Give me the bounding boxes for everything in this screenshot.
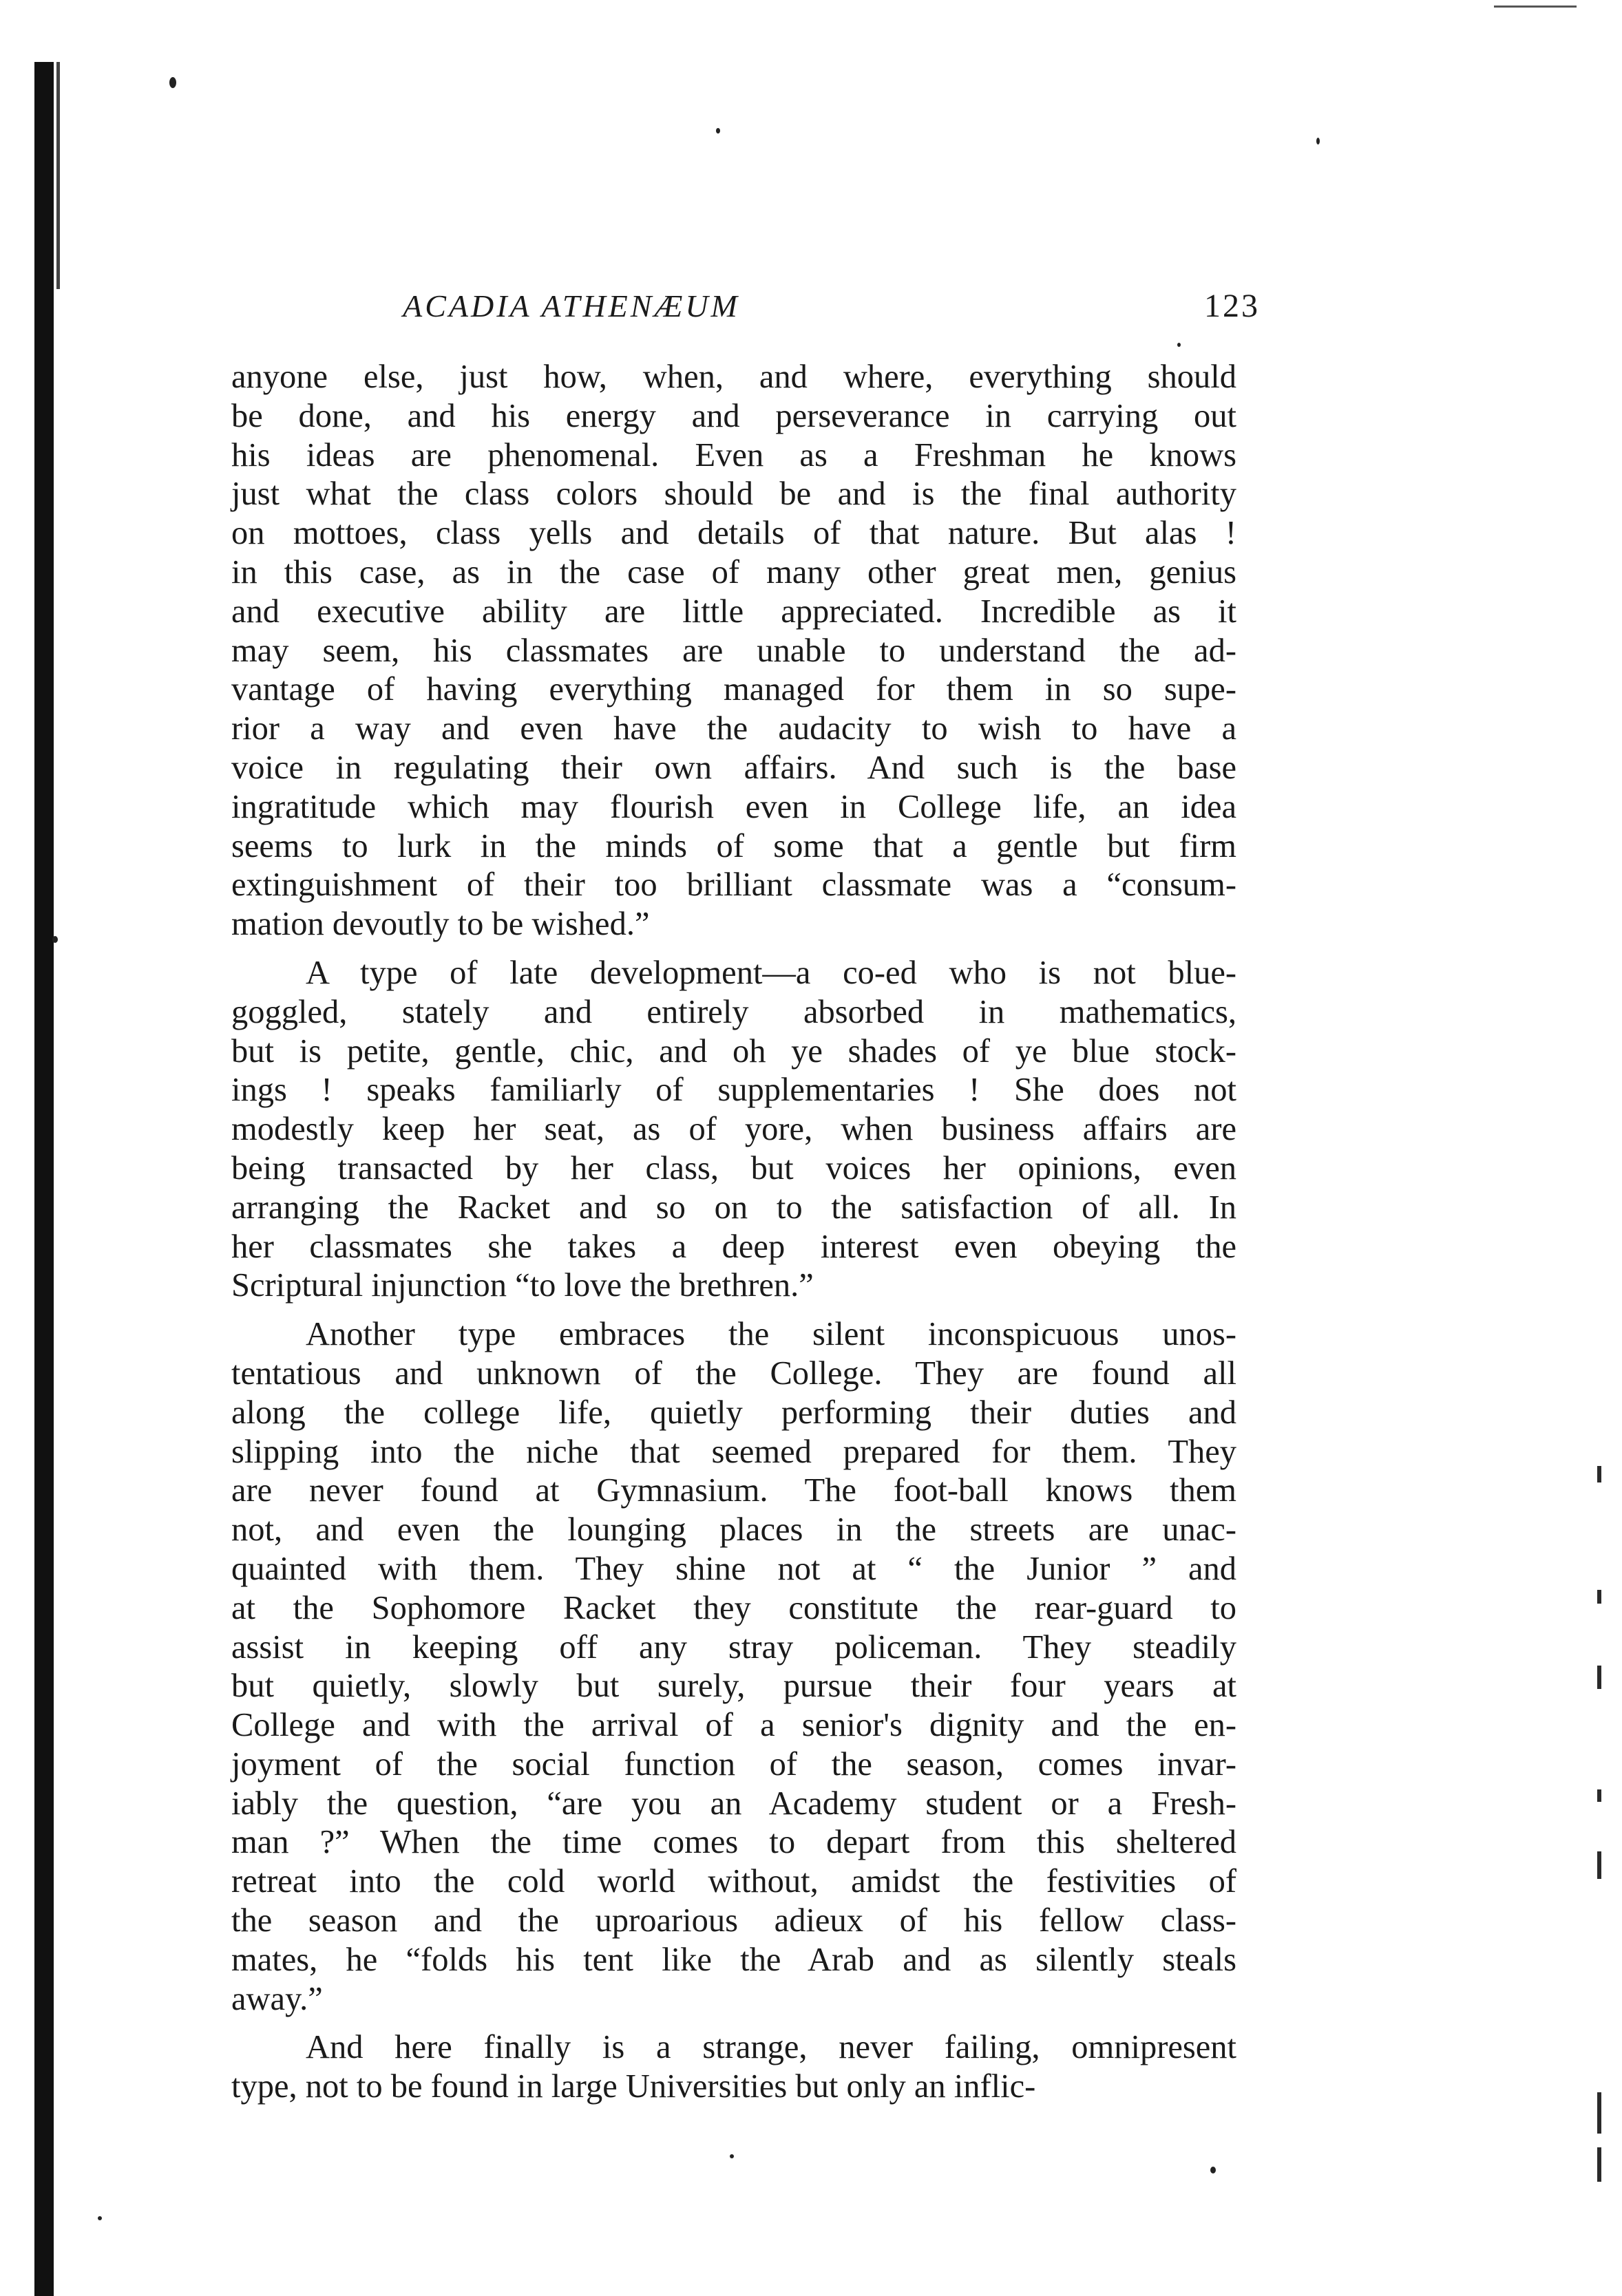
- text-line: her classmates she takes a deep interest even obeying the: [231, 1228, 1236, 1265]
- text-line: anyone else, just how, when, and where, everything should: [231, 359, 1236, 395]
- scan-edge-mark: [1597, 1466, 1601, 1482]
- text-line: his ideas are phenomenal. Even as a Freshman he knows: [231, 436, 1236, 474]
- binding-edge: [34, 62, 54, 2296]
- text-line: rior a way and even have the audacity to wish to have a: [231, 710, 1236, 747]
- scan-speck: [1210, 2167, 1216, 2173]
- text-line: modestly keep her seat, as of yore, when business affairs are: [231, 1111, 1236, 1148]
- text-line: just what the class colors should be and is the final authority: [231, 476, 1236, 513]
- paragraph: [231, 954, 1236, 1306]
- scan-speck: [1177, 343, 1181, 347]
- body-text: [231, 358, 1236, 2107]
- text-line: ings ! speaks familiarly of supplementaries ! She does not: [231, 1072, 1236, 1109]
- text-line: in this case, as in the case of many other great men, genius: [231, 553, 1236, 591]
- text-line: are never found at Gymnasium. The foot-ball knows them: [231, 1472, 1236, 1509]
- text-line: Another type embraces the silent inconspicuous unos-: [306, 1316, 1236, 1353]
- running-head: [227, 282, 1260, 330]
- scan-speck: [169, 77, 176, 88]
- paragraph: [231, 358, 1236, 944]
- text-line: assist in keeping off any stray policeman. They steadily: [231, 1628, 1236, 1666]
- text-line: And here finally is a strange, never failing, omnipresent: [306, 2029, 1236, 2066]
- scan-speck: [98, 2216, 102, 2220]
- page-number: 123: [1204, 288, 1260, 324]
- scan-speck: [730, 2154, 734, 2158]
- scan-edge-mark: [1597, 2147, 1601, 2182]
- text-line: voice in regulating their own affairs. And such is the base: [231, 749, 1236, 786]
- text-line: but quietly, slowly but surely, pursue their four years at: [231, 1668, 1236, 1705]
- scan-speck: [716, 128, 720, 134]
- paragraph: [231, 1315, 1236, 2019]
- text-line: extinguishment of their too brilliant classmate was a “consum-: [231, 867, 1236, 904]
- text-line: be done, and his energy and perseverance in carrying out: [231, 397, 1236, 434]
- paragraph: [231, 2028, 1236, 2107]
- text-line: slipping into the niche that seemed prepared for them. They: [231, 1433, 1236, 1470]
- text-line: iably the question, “are you an Academy student or a Fresh-: [231, 1785, 1236, 1822]
- text-line: at the Sophomore Racket they constitute the rear-guard to: [231, 1589, 1236, 1626]
- text-line: mates, he “folds his tent like the Arab and as silently steals: [231, 1941, 1236, 1978]
- text-line: being transacted by her class, but voices her opinions, even: [231, 1149, 1236, 1187]
- text-line: goggled, stately and entirely absorbed in mathematics,: [231, 993, 1236, 1030]
- text-line: on mottoes, class yells and details of that nature. But alas !: [231, 515, 1236, 552]
- text-line: ingratitude which may flourish even in College life, an idea: [231, 788, 1236, 825]
- text-line: joyment of the social function of the season, comes invar-: [231, 1745, 1236, 1783]
- scan-edge-mark: [1597, 1851, 1601, 1879]
- text-line: the season and the uproarious adieux of his fellow class-: [231, 1902, 1236, 1939]
- text-line: seems to lurk in the minds of some that a gentle but firm: [231, 827, 1236, 864]
- text-line: quainted with them. They shine not at “ the Junior ” and: [231, 1550, 1236, 1587]
- text-line: away.”: [231, 1980, 323, 2017]
- text-line: Scriptural injunction “to love the brethren.”: [231, 1267, 814, 1304]
- scan-speck: [52, 936, 58, 943]
- text-line: College and with the arrival of a senior's dignity and the en-: [231, 1707, 1236, 1744]
- scan-edge-mark: [1494, 6, 1577, 8]
- text-line: and executive ability are little appreciated. Incredible as it: [231, 593, 1236, 630]
- text-line: tentatious and unknown of the College. They are found all: [231, 1354, 1236, 1392]
- text-line: along the college life, quietly performing their duties and: [231, 1394, 1236, 1431]
- text-line: but is petite, gentle, chic, and oh ye shades of ye blue stock-: [231, 1032, 1236, 1070]
- text-line: type, not to be found in large Universities but only an inflic-: [231, 2068, 1036, 2105]
- scan-edge-mark: [1597, 1590, 1601, 1604]
- scan-edge-mark: [1597, 1666, 1601, 1689]
- scan-edge-mark: [1597, 1789, 1601, 1802]
- text-line: vantage of having everything managed for them in so supe-: [231, 671, 1236, 708]
- scan-edge-mark: [1597, 2092, 1601, 2134]
- text-line: not, and even the lounging places in the streets are unac-: [231, 1511, 1236, 1549]
- text-line: arranging the Racket and so on to the satisfaction of all. In: [231, 1189, 1236, 1226]
- binding-edge-shadow: [56, 62, 60, 289]
- running-title: ACADIA ATHENÆUM: [403, 288, 740, 323]
- text-line: may seem, his classmates are unable to understand the ad-: [231, 632, 1236, 669]
- scan-speck: [1316, 138, 1320, 145]
- text-line: retreat into the cold world without, amidst the festivities of: [231, 1863, 1236, 1900]
- text-line: mation devoutly to be wished.”: [231, 906, 650, 943]
- text-line: man ?” When the time comes to depart from this sheltered: [231, 1824, 1236, 1861]
- text-line: A type of late development—a co-ed who is not blue-: [306, 954, 1236, 991]
